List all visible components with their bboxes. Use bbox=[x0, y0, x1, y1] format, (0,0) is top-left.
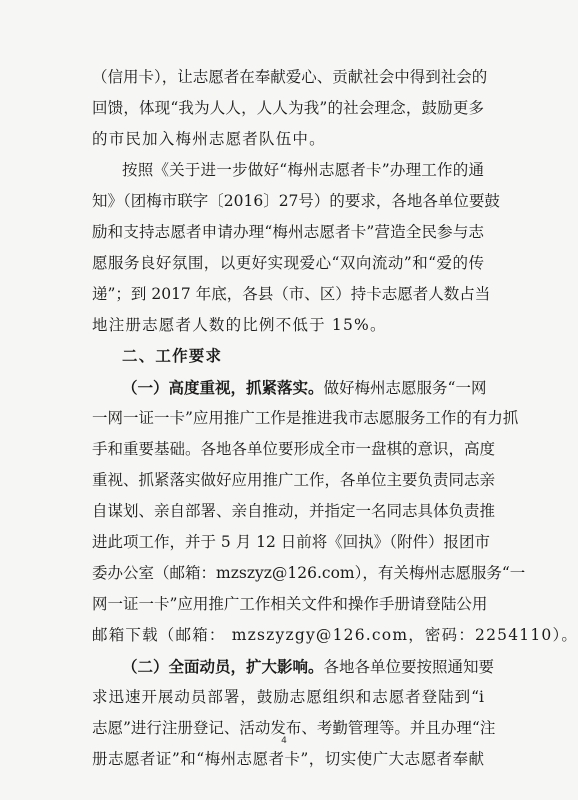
body-line: （信用卡），让志愿者在奉献爱心、贡献社会中得到社会的 bbox=[92, 68, 488, 86]
body-text: 做好梅州志愿服务“一网 bbox=[323, 379, 487, 397]
body-line: 网一证一卡”应用推广工作相关文件和操作手册请登陆公用 bbox=[92, 595, 488, 613]
body-line: 手和重要基础。各地各单位要形成全市一盘棋的意识，高度 bbox=[92, 440, 496, 458]
subheading: （一）高度重视，抓紧落实。 bbox=[122, 378, 324, 397]
body-line: 愿服务良好氛围，以更好实现爱心“双向流动”和“爱的传 bbox=[92, 254, 484, 272]
body-line: 地注册志愿者人数的比例不低于 15%。 bbox=[92, 316, 387, 334]
body-line: 进此项工作，并于 5 月 12 日前将《回执》（附件）报团市 bbox=[92, 533, 491, 551]
body-line: 重视、抓紧落实做好应用推广工作，各单位主要负责同志亲 bbox=[92, 471, 496, 489]
body-line: 邮箱下载（邮箱： mzszyzgy@126.com，密码：2254110）。 bbox=[92, 626, 578, 644]
body-line: 册志愿者证”和“梅州志愿者卡”，切实使广大志愿者奉献 bbox=[92, 750, 484, 768]
page-number: 4 bbox=[281, 736, 287, 746]
body-line: 递”；到 2017 年底，各县（市、区）持卡志愿者人数占当 bbox=[92, 285, 491, 303]
body-line: 一网一证一卡”应用推广工作是推进我市志愿服务工作的有力抓 bbox=[92, 409, 519, 427]
body-text: 各地各单位要按照通知要 bbox=[323, 658, 495, 676]
body-line: 知》（团梅市联字〔2016〕27号）的要求，各地各单位要鼓 bbox=[92, 192, 500, 210]
body-line: 自谋划、亲自部署、亲自推动，并指定一名同志具体负责推 bbox=[92, 502, 496, 520]
paragraph-first-line bbox=[92, 372, 487, 403]
body-line: 求迅速开展动员部署，鼓励志愿组织和志愿者登陆到“i bbox=[92, 688, 484, 706]
body-line: 的市民加入梅州志愿者队伍中。 bbox=[92, 130, 326, 148]
body-line: 志愿”进行注册登记、活动发布、考勤管理等。并且办理“注 bbox=[92, 719, 496, 737]
body-line: 委办公室（邮箱：mzszyz@126.com），有关梅州志愿服务“一 bbox=[92, 564, 526, 582]
body-line: 励和支持志愿者申请办理“梅州志愿者卡”营造全民参与志 bbox=[92, 223, 484, 241]
paragraph-first-line bbox=[92, 651, 495, 682]
subheading: （二）全面动员，扩大影响。 bbox=[122, 657, 324, 676]
body-line: 回馈，体现“我为人人，人人为我”的社会理念，鼓励更多 bbox=[92, 99, 484, 117]
body-line: 按照《关于进一步做好“梅州志愿者卡”办理工作的通 bbox=[122, 161, 484, 179]
section-heading: 二、工作要求 bbox=[122, 347, 223, 365]
